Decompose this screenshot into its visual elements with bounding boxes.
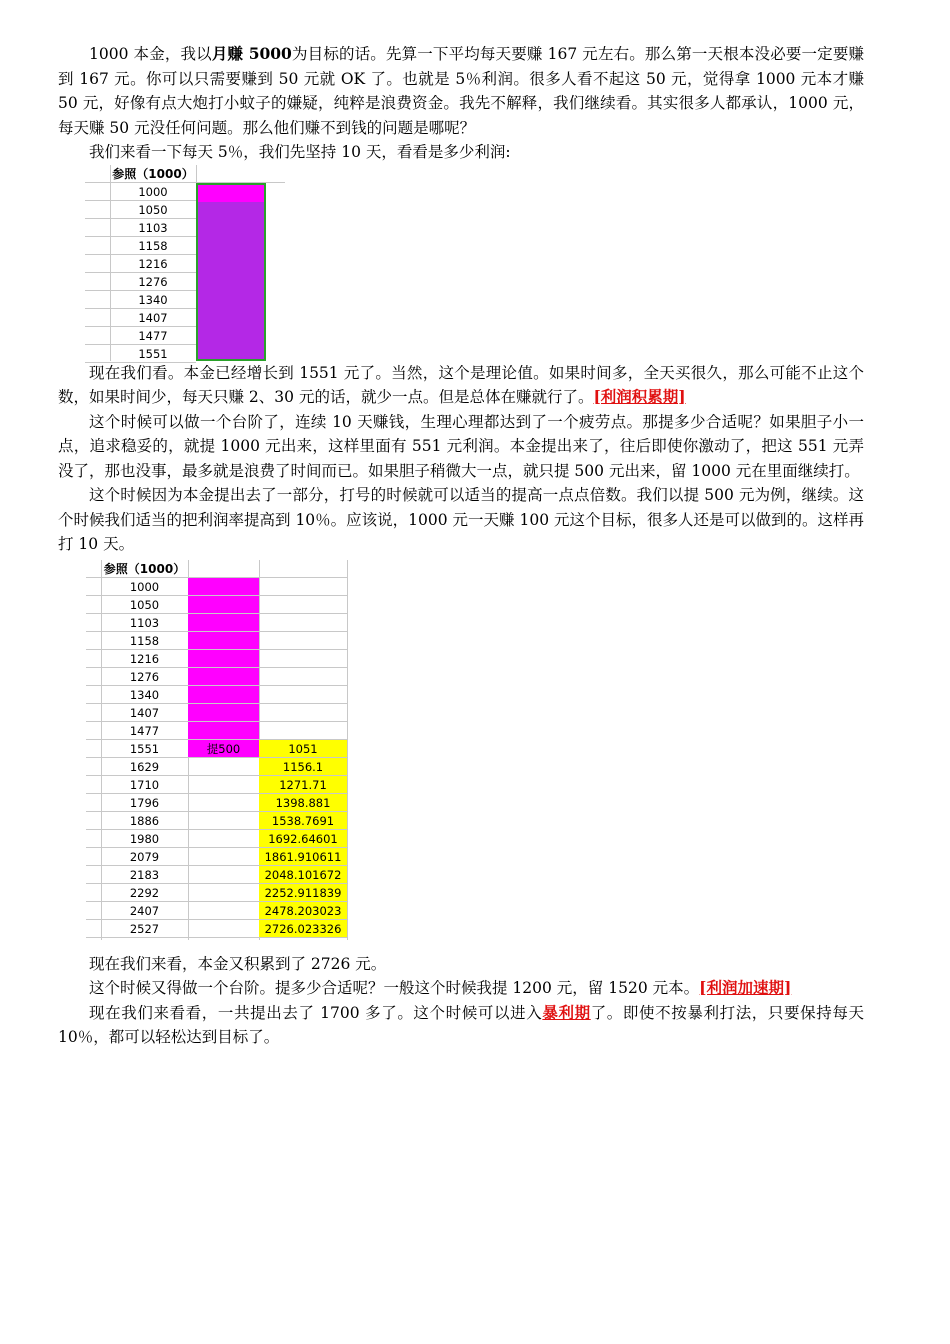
reference-value-cell: 1407 bbox=[129, 705, 160, 720]
paragraph-7: 这个时候又得做一个台阶。提多少合适呢？一般这个时候我提 1200 元，留 1520 元本。[利润加速期] bbox=[89, 978, 792, 997]
table-row bbox=[86, 866, 347, 884]
new-value-cell: 1538.7691 bbox=[271, 813, 335, 828]
table-row bbox=[86, 848, 347, 866]
reference-value-cell: 1103 bbox=[138, 220, 168, 235]
bold-goal: 月赚 5000 bbox=[211, 44, 292, 63]
reference-value-cell: 1000 bbox=[129, 579, 160, 594]
reference-value-cell: 1340 bbox=[129, 687, 160, 702]
table-header: 参照（1000） bbox=[112, 166, 194, 181]
table-row bbox=[85, 309, 196, 327]
table-row bbox=[86, 650, 347, 668]
reference-value-cell: 2527 bbox=[129, 921, 160, 936]
document-page bbox=[58, 42, 864, 1050]
table-row bbox=[86, 758, 347, 776]
reference-value-cell: 1340 bbox=[138, 292, 168, 307]
reference-value-cell: 1980 bbox=[129, 831, 160, 846]
table-row bbox=[86, 668, 347, 686]
reference-value-cell: 1000 bbox=[138, 184, 168, 199]
new-value-cell: 2252.911839 bbox=[264, 885, 342, 900]
table-row bbox=[86, 632, 347, 650]
new-value-cell: 2726.023326 bbox=[264, 921, 342, 936]
table-row bbox=[86, 776, 347, 794]
table-row bbox=[86, 704, 347, 722]
table-row bbox=[85, 219, 196, 237]
reference-value-cell: 1103 bbox=[129, 615, 160, 630]
table-row bbox=[85, 255, 196, 273]
reference-value-cell: 1629 bbox=[129, 759, 160, 774]
new-value-cell: 1051 bbox=[288, 741, 318, 756]
table-row bbox=[85, 291, 196, 309]
link-windfall-period[interactable]: 暴利期 bbox=[542, 1002, 591, 1022]
table-row bbox=[86, 884, 347, 902]
table-header-row bbox=[85, 165, 285, 183]
new-value-cell: 1398.881 bbox=[275, 795, 331, 810]
table-row bbox=[86, 920, 347, 938]
table-row bbox=[85, 237, 196, 255]
reference-value-cell: 1276 bbox=[129, 669, 160, 684]
table-row bbox=[85, 327, 196, 345]
table-header: 参照（1000） bbox=[103, 561, 186, 576]
reference-value-cell: 1886 bbox=[129, 813, 160, 828]
table-row bbox=[86, 902, 347, 920]
paragraph-4: 这个时候可以做一个台阶了，连续 10 天赚钱，生理心理都达到了一个疲劳点。那提多少合适呢？如果胆子小一点，追求稳妥的，就提 1000 元出来，这样里面有 551 元利润。本金提出来了，往后即使你激动了，把这 551 元弄没了，那也没事，最多就是浪费了时间而已。如果胆子稍微大一点，就只提 500 元出来，留 1000 元在里面继续打。 bbox=[58, 412, 864, 480]
reference-value-cell: 2407 bbox=[129, 903, 160, 918]
link-profit-accumulation[interactable]: [利润积累期] bbox=[593, 387, 686, 406]
table-row bbox=[86, 578, 347, 596]
new-value-cell: 1271.71 bbox=[279, 777, 327, 792]
reference-value-cell: 1477 bbox=[138, 328, 168, 343]
table-row bbox=[85, 273, 196, 291]
reference-value-cell: 1050 bbox=[138, 202, 168, 217]
reference-value-cell: 1710 bbox=[129, 777, 160, 792]
table-row bbox=[86, 794, 347, 812]
reference-value-cell: 1551 bbox=[138, 346, 168, 361]
withdraw-cell: 提500 bbox=[206, 741, 241, 756]
table-header-row bbox=[86, 560, 347, 578]
new-value-cell: 2048.101672 bbox=[264, 867, 342, 882]
table-row bbox=[86, 596, 347, 614]
new-value-cell: 1861.910611 bbox=[264, 849, 342, 864]
table-row bbox=[85, 183, 196, 201]
link-profit-acceleration[interactable]: [利润加速期] bbox=[699, 978, 792, 997]
reference-value-cell: 1050 bbox=[129, 597, 160, 612]
reference-value-cell: 1158 bbox=[129, 633, 160, 648]
paragraph-6: 现在我们来看，本金又积累到了 2726 元。 bbox=[89, 954, 387, 973]
reference-value-cell: 2292 bbox=[129, 885, 160, 900]
spreadsheet-table-1 bbox=[85, 165, 285, 361]
reference-value-cell: 1158 bbox=[138, 238, 168, 253]
table-row bbox=[86, 812, 347, 830]
reference-value-cell: 1407 bbox=[138, 310, 168, 325]
top-magenta-block bbox=[198, 185, 264, 202]
table-row bbox=[86, 830, 347, 848]
paragraph-5: 这个时候因为本金提出去了一部分，打号的时候就可以适当的提高一点点倍数。我们以提 500 元为例，继续。这个时候我们适当的把利润率提高到 10％。应该说，1000 元一天赚 100 元这个目标，很多人还是可以做到的。这样再打 10 天。 bbox=[58, 486, 864, 553]
green-bar-frame bbox=[196, 183, 266, 361]
reference-value-cell: 1216 bbox=[138, 256, 168, 271]
paragraph-1: 1000 本金，我以月赚 5000为目标的话。先算一下平均每天要赚 167 元左右。那么第一天根本没必要一定要赚到 167 元。你可以只需要赚到 50 元就 OK 了。也就是 5％利润。很多人看不起这 50 元，觉得拿 1000 元本才赚 50 元，好像有点大炮打小蚊子的嫌疑，纯粹是浪费资金。我先不解释，我们继续看。其实很多人都承认，1000 元，每天赚 50 元没任何问题。那么他们赚不到钱的问题是哪呢？ bbox=[58, 44, 864, 137]
table-row bbox=[85, 201, 196, 219]
new-value-cell: 2478.203023 bbox=[264, 903, 342, 918]
paragraph-2: 我们来看一下每天 5％，我们先坚持 10 天，看看是多少利润: bbox=[89, 143, 511, 161]
reference-value-cell: 1216 bbox=[129, 651, 160, 666]
reference-value-cell: 1796 bbox=[129, 795, 160, 810]
reference-value-cell: 2079 bbox=[129, 849, 160, 864]
reference-value-cell: 2183 bbox=[129, 867, 160, 882]
spreadsheet-table-2 bbox=[86, 560, 356, 940]
table-row bbox=[86, 686, 347, 704]
table-row bbox=[85, 345, 196, 363]
new-value-cell: 1156.1 bbox=[282, 759, 324, 774]
table-row bbox=[86, 740, 347, 758]
reference-value-cell: 1276 bbox=[138, 274, 168, 289]
paragraph-8: 现在我们来看看，一共提出去了 1700 多了。这个时候可以进入暴利期了。即使不按暴利打法，只要保持每天 10％，都可以轻松达到目标了。 bbox=[58, 1002, 864, 1046]
reference-value-cell: 1551 bbox=[129, 741, 160, 756]
table-row bbox=[86, 614, 347, 632]
reference-value-cell: 1477 bbox=[129, 723, 160, 738]
paragraph-3: 现在我们看。本金已经增长到 1551 元了。当然，这个是理论值。如果时间多，全天买很久，那么可能不止这个数，如果时间少，每天只赚 2、30 元的话，就少一点。但是总体在赚就行了。[利润积累期] bbox=[58, 363, 864, 406]
table-row bbox=[86, 722, 347, 740]
new-value-cell: 1692.64601 bbox=[268, 831, 338, 846]
